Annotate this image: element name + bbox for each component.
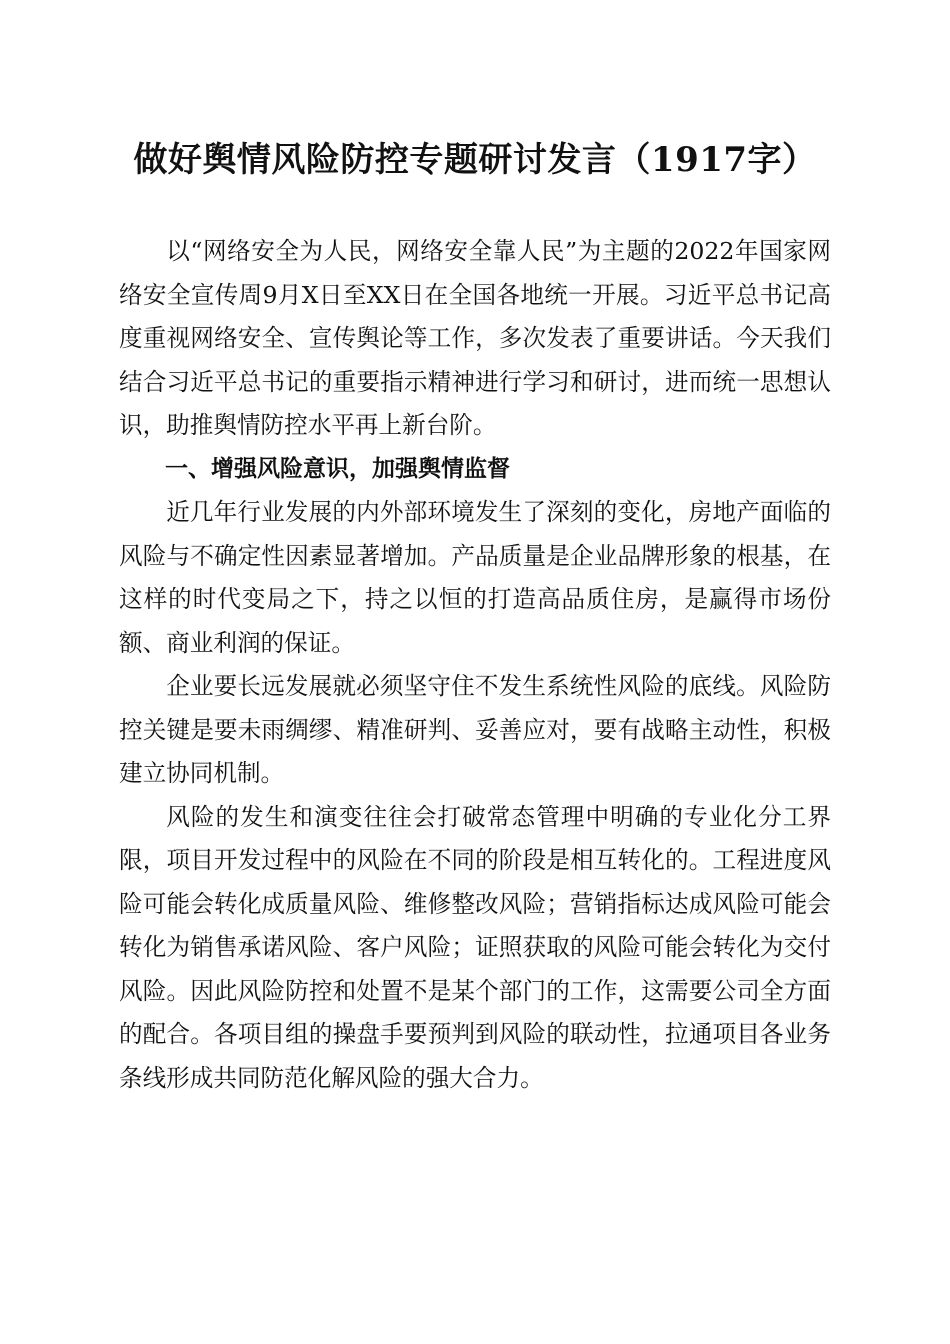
paragraph-risk-transformation: 风险的发生和演变往往会打破常态管理中明确的专业化分工界限，项目开发过程中的风险在不同的阶段是相互转化的。工程进度风险可能会转化成质量风险、维修整改风险；营销指标达成风险可能会转化为销售承诺风险、客户风险；证照获取的风险可能会转化为交付风险。因此风险防控和处置不是某个部门的工作，这需要公司全方面的配合。各项目组的操盘手要预判到风险的联动性，拉通项目各业务条线形成共同防范化解风险的强大合力。 [119, 802, 831, 1092]
section-heading: 一、增强风险意识，加强舆情监督 [165, 455, 510, 482]
intro-paragraph: 以“网络安全为人民，网络安全靠人民”为主题的2022年国家网络安全宣传周9月X日至XX日在全国各地统一开展。习近平总书记高度重视网络安全、宣传舆论等工作，多次发表了重要讲话。今天我们结合习近平总书记的重要指示精神进行学习和研讨，进而统一思想认识，助推舆情防控水平再上新台阶。 [119, 237, 831, 439]
document-title: 做好舆情风险防控专题研讨发言（1917字） [133, 140, 817, 180]
paragraph-industry-environment: 近几年行业发展的内外部环境发生了深刻的变化，房地产面临的风险与不确定性因素显著增加。产品质量是企业品牌形象的根基，在这样的时代变局之下，持之以恒的打造高品质住房，是赢得市场份额、商业利润的保证。 [119, 498, 831, 657]
paragraph-risk-bottom-line: 企业要长远发展就必须坚守住不发生系统性风险的底线。风险防控关键是要未雨绸缪、精准研判、妥善应对，要有战略主动性，积极建立协同机制。 [119, 672, 831, 787]
document-body [119, 230, 831, 1100]
